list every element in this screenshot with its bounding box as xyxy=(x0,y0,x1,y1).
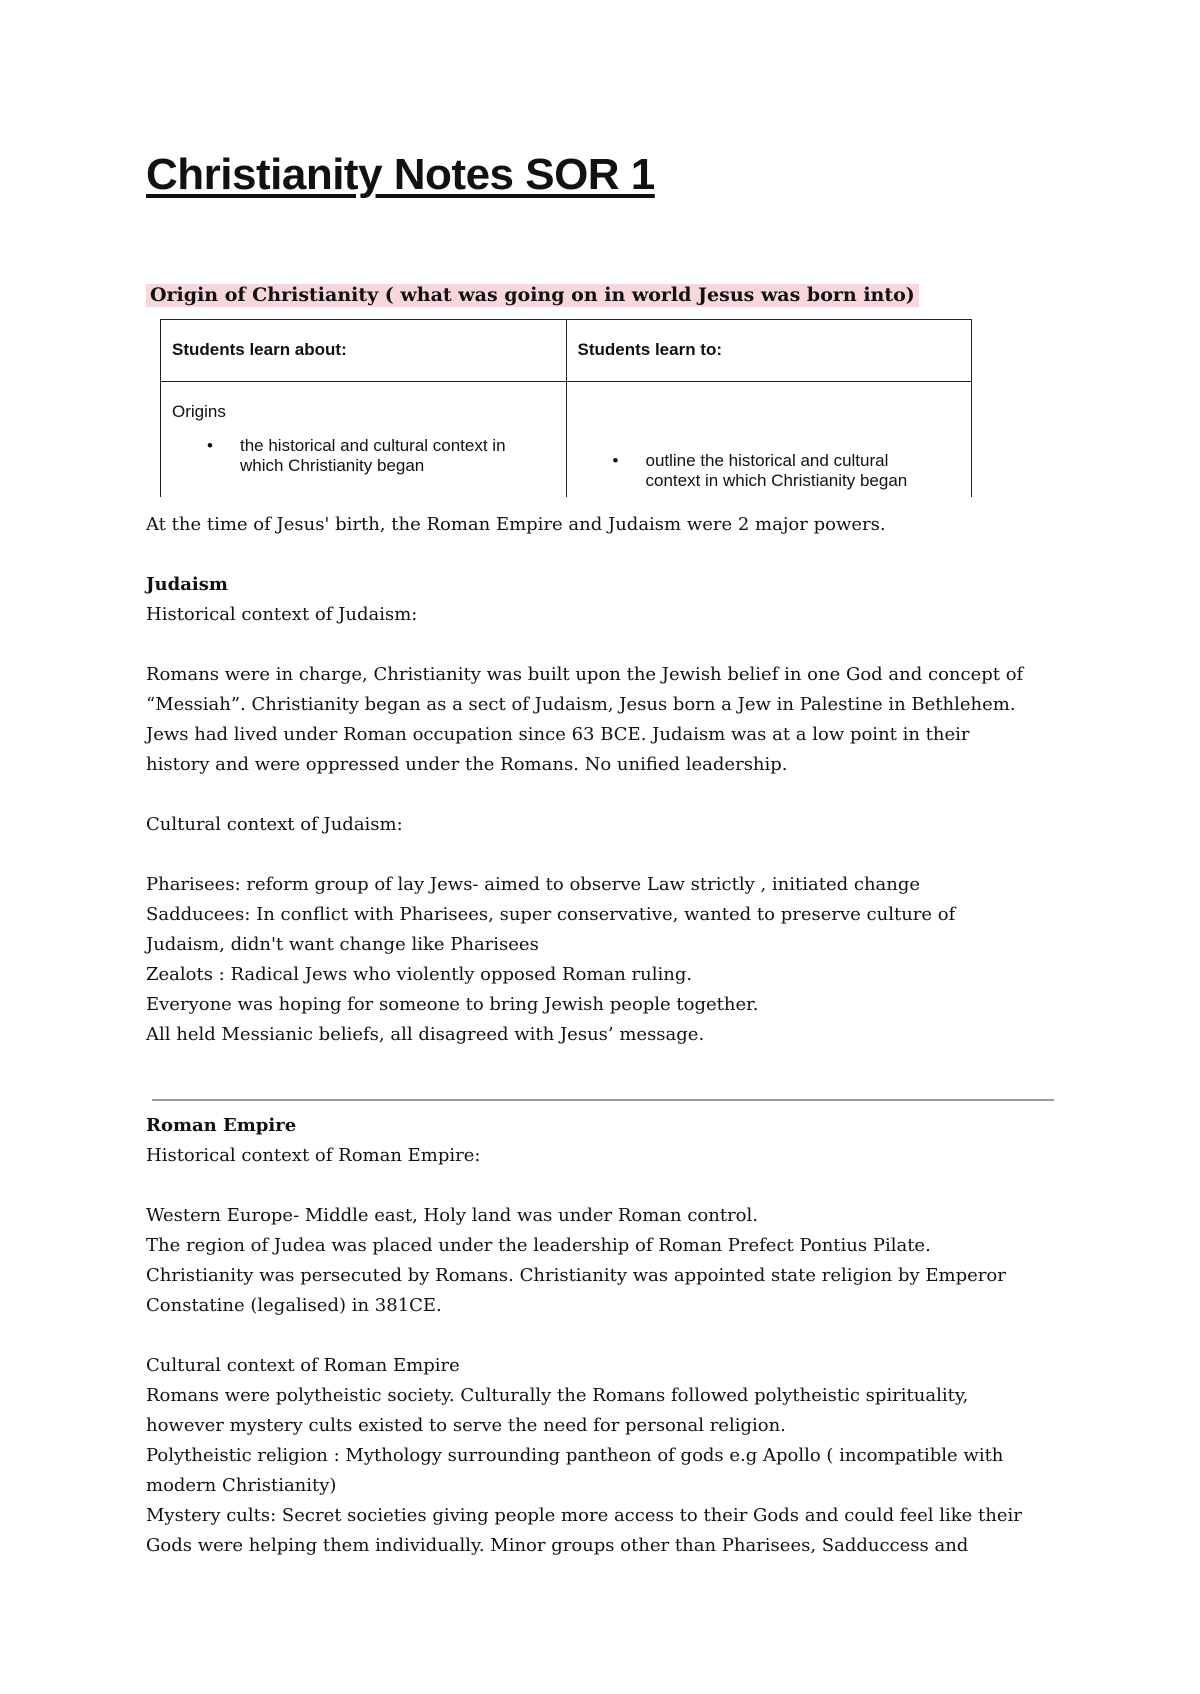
list-item xyxy=(240,436,566,476)
syllabus-table xyxy=(160,319,972,497)
text-line: All held Messianic beliefs, all disagreed with Jesus’ message. xyxy=(146,1024,705,1045)
text-line: “Messiah”. Christianity began as a sect of Judaism, Jesus born a Jew in Palestine in Bethlehem. xyxy=(146,694,1016,715)
text-line: Sadducees: In conflict with Pharisees, super conservative, wanted to preserve culture of xyxy=(146,904,956,925)
text-line: Christianity was persecuted by Romans. Christianity was appointed state religion by Emperor xyxy=(146,1265,1006,1286)
table-header-learn-about: Students learn about: xyxy=(161,320,567,382)
table-cell-learn-to xyxy=(566,382,972,497)
text-line: Constatine (legalised) in 381CE. xyxy=(146,1295,442,1316)
text-line: Western Europe- Middle east, Holy land was under Roman control. xyxy=(146,1205,758,1226)
text-line: Everyone was hoping for someone to bring Jewish people together. xyxy=(146,994,759,1015)
roman-historical-label: Historical context of Roman Empire: xyxy=(146,1145,481,1166)
text-line: modern Christianity) xyxy=(146,1475,337,1496)
judaism-historical-label: Historical context of Judaism: xyxy=(146,604,418,625)
learn-about-list xyxy=(172,436,566,476)
judaism-heading: Judaism xyxy=(146,574,228,595)
learn-to-item-line1: outline the historical and cultural xyxy=(645,451,889,470)
origin-heading: Origin of Christianity ( what was going on in world Jesus was born into) xyxy=(146,284,919,307)
roman-heading: Roman Empire xyxy=(146,1115,297,1136)
text-line: history and were oppressed under the Romans. No unified leadership. xyxy=(146,754,788,775)
roman-cultural-label: Cultural context of Roman Empire xyxy=(146,1355,460,1376)
roman-historical-paragraph xyxy=(146,1201,1086,1321)
learn-about-item-line1: the historical and cultural context in xyxy=(240,436,506,455)
learn-about-item-line2: which Christianity began xyxy=(240,456,425,475)
table-cell-learn-about xyxy=(161,382,567,497)
roman-cultural-paragraph xyxy=(146,1381,1086,1561)
text-line: Pharisees: reform group of lay Jews- aimed to observe Law strictly , initiated change xyxy=(146,874,921,895)
learn-to-list xyxy=(578,451,972,491)
judaism-historical-paragraph xyxy=(146,660,1086,780)
table-row xyxy=(161,382,972,497)
table-header-learn-to: Students learn to: xyxy=(566,320,972,382)
text-line: Jews had lived under Roman occupation since 63 BCE. Judaism was at a low point in their xyxy=(146,724,970,745)
origins-label: Origins xyxy=(172,402,226,421)
text-line: Gods were helping them individually. Minor groups other than Pharisees, Sadduccess and xyxy=(146,1535,969,1556)
text-line: Romans were in charge, Christianity was built upon the Jewish belief in one God and concept of xyxy=(146,664,1024,685)
judaism-cultural-label: Cultural context of Judaism: xyxy=(146,814,403,835)
intro-paragraph: At the time of Jesus' birth, the Roman Empire and Judaism were 2 major powers. xyxy=(146,514,886,535)
document-title: Christianity Notes SOR 1 xyxy=(146,150,655,199)
judaism-cultural-paragraph xyxy=(146,870,1086,1050)
text-line: Polytheistic religion : Mythology surrounding pantheon of gods e.g Apollo ( incompatible with xyxy=(146,1445,1004,1466)
text-line: Judaism, didn't want change like Pharisees xyxy=(146,934,539,955)
text-line: Zealots : Radical Jews who violently opposed Roman ruling. xyxy=(146,964,693,985)
text-line: The region of Judea was placed under the leadership of Roman Prefect Pontius Pilate. xyxy=(146,1235,931,1256)
list-item xyxy=(646,451,972,491)
text-line: however mystery cults existed to serve the need for personal religion. xyxy=(146,1415,786,1436)
section-divider xyxy=(152,1099,1054,1101)
table-header-row xyxy=(161,320,972,382)
text-line: Romans were polytheistic society. Culturally the Romans followed polytheistic spirituality, xyxy=(146,1385,969,1406)
learn-to-item-line2: context in which Christianity began xyxy=(645,471,908,490)
text-line: Mystery cults: Secret societies giving people more access to their Gods and could feel like their xyxy=(146,1505,1022,1526)
